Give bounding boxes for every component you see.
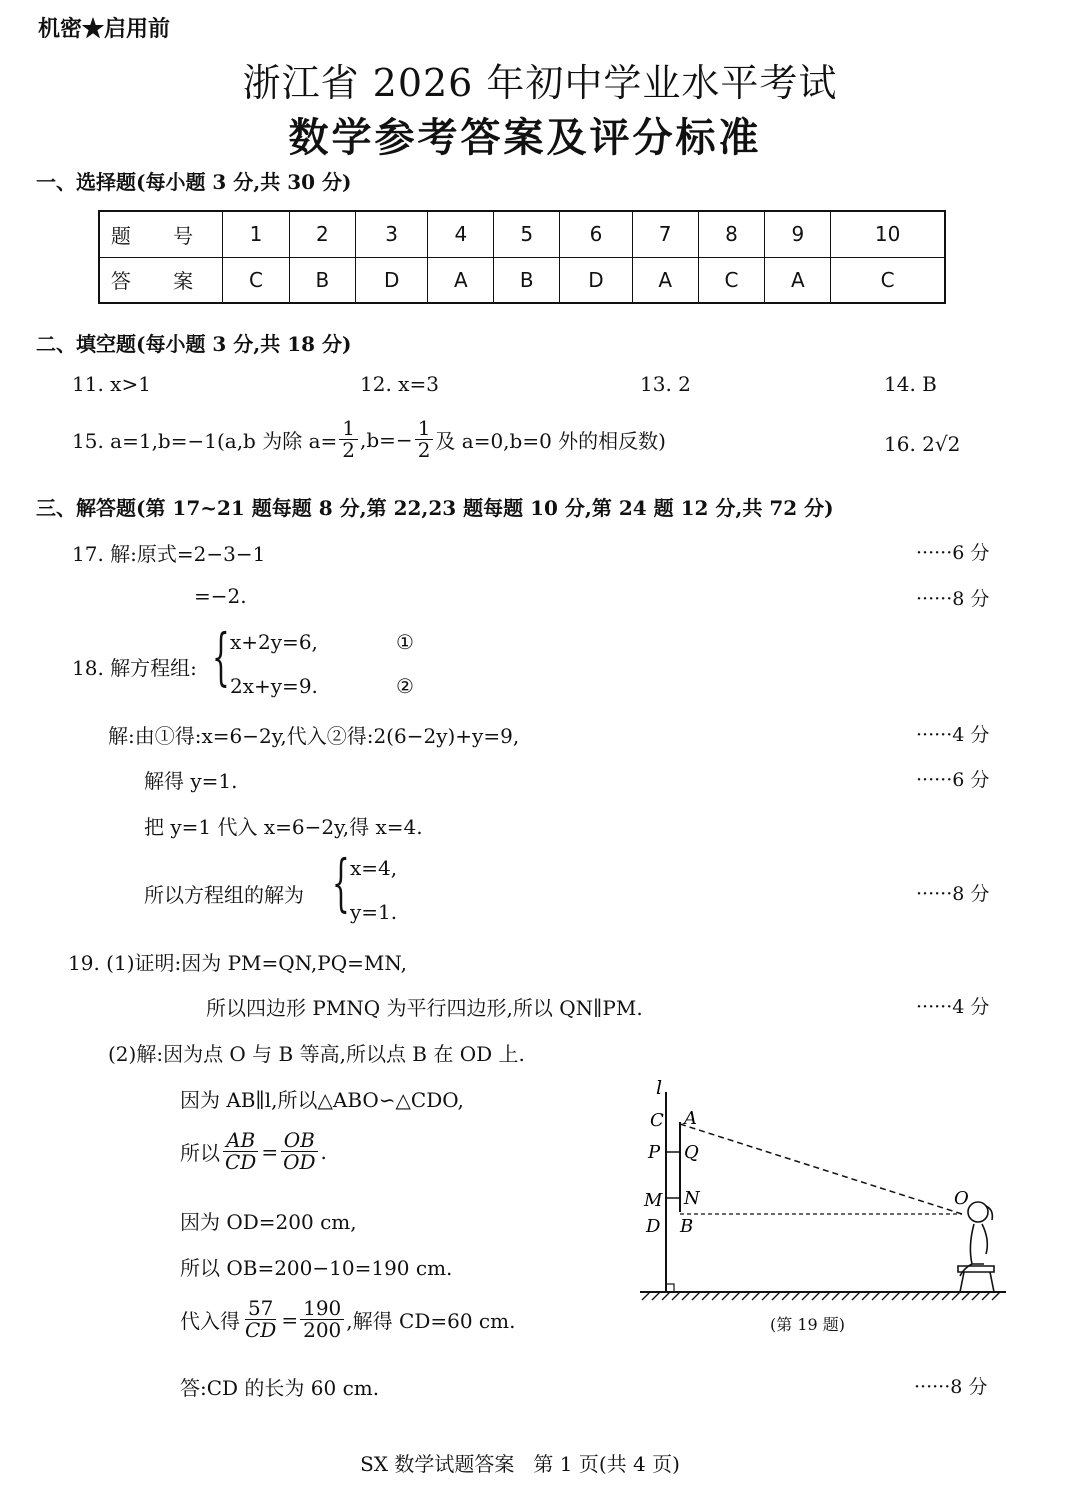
label-D: D [646, 1216, 661, 1237]
q19-line-3: (2)解:因为点 O 与 B 等高,所以点 B 在 OD 上. [108, 1042, 525, 1066]
q19-line-8-suffix: ,解得 CD=60 cm. [346, 1309, 516, 1333]
equals-sign: = [261, 1139, 279, 1164]
fraction-numerator: 57 [245, 1298, 276, 1320]
score-mark: ······4 分 [916, 996, 990, 1018]
answer-12: 12. x=3 [360, 372, 439, 396]
q19-line-1: 19. (1)证明:因为 PM=QN,PQ=MN, [68, 951, 407, 975]
circled-2: ② [396, 674, 414, 698]
table-cell: C [223, 257, 290, 303]
q19-line-6: 因为 OD=200 cm, [180, 1210, 357, 1234]
table-row-numbers [99, 211, 945, 257]
answer-15-part-c: 及 a=0,b=0 外的相反数) [435, 429, 666, 453]
fraction-190-200 [300, 1298, 344, 1341]
score-mark: ······4 分 [916, 724, 990, 746]
answer-15-part-a: 15. a=1,b=−1(a,b 为除 a= [72, 429, 338, 453]
q19-line-5-prefix: 所以 [180, 1141, 220, 1165]
fraction-half [339, 418, 358, 461]
table-cell: B [289, 257, 355, 303]
section-3-heading: 三、解答题(第 17~21 题每题 8 分,第 22,23 题每题 10 分,第 24 题 12 分,共 72 分) [36, 496, 834, 520]
table-cell: A [632, 257, 698, 303]
document-title: 数学参考答案及评分标准 [288, 114, 762, 161]
q19-line-4: 因为 AB∥l,所以△ABO∽△CDO, [180, 1088, 464, 1112]
score-mark: ······6 分 [916, 769, 990, 791]
fraction-numerator: 1 [339, 418, 358, 440]
q17-line-2: =−2. [194, 584, 247, 608]
table-cell: 7 [632, 211, 698, 257]
label-N: N [684, 1188, 700, 1209]
q19-line-5 [180, 1130, 327, 1173]
q19-line-8-prefix: 代入得 [180, 1309, 240, 1333]
answer-11: 11. x>1 [72, 372, 151, 396]
fraction-denominator: 200 [303, 1318, 342, 1342]
score-mark: ······6 分 [916, 542, 990, 564]
ground-hatching [642, 1292, 1000, 1300]
page-footer: SX 数学试题答案 第 1 页(共 4 页) [360, 1452, 680, 1476]
q18-label: 18. 解方程组: [72, 656, 197, 680]
q19-line-7: 所以 OB=200−10=190 cm. [180, 1256, 453, 1280]
answer-table [98, 210, 946, 304]
figure-caption: (第 19 题) [770, 1315, 846, 1334]
q19-line-2: 所以四边形 PMNQ 为平行四边形,所以 QN∥PM. [206, 996, 643, 1020]
score-mark: ······8 分 [916, 588, 990, 610]
table-cell: 2 [289, 211, 355, 257]
q18-step-1: 解:由①得:x=6−2y,代入②得:2(6−2y)+y=9, [108, 724, 520, 748]
fraction-numerator: OB [281, 1130, 318, 1152]
answer-15 [72, 418, 666, 461]
fraction-half [415, 418, 434, 461]
table-row-answers [99, 257, 945, 303]
score-mark: ······8 分 [916, 883, 990, 905]
period: . [320, 1139, 327, 1164]
fraction-ob-od [280, 1130, 318, 1173]
exam-title: 浙江省 2026 年初中学业水平考试 [242, 61, 838, 105]
q17-line-1: 17. 解:原式=2−3−1 [72, 542, 266, 566]
q18-step-4: 所以方程组的解为 [144, 883, 304, 907]
fraction-ab-cd [222, 1130, 259, 1173]
table-cell: 4 [428, 211, 494, 257]
fraction-denominator: 2 [342, 438, 355, 462]
answer-13: 13. 2 [640, 372, 691, 396]
q18-solution-y: y=1. [350, 900, 398, 924]
table-cell: 5 [494, 211, 560, 257]
label-M: M [644, 1190, 663, 1211]
q18-step-3: 把 y=1 代入 x=6−2y,得 x=4. [144, 815, 423, 839]
table-cell: B [494, 257, 560, 303]
q18-equation-2: 2x+y=9. [230, 674, 318, 698]
table-cell: A [428, 257, 494, 303]
q18-equation-1: x+2y=6, [230, 630, 318, 654]
fraction-numerator: AB [223, 1130, 258, 1152]
fraction-denominator: CD [245, 1318, 277, 1342]
q18-solution-x: x=4, [350, 856, 398, 880]
fraction-numerator: 1 [415, 418, 434, 440]
table-cell: 3 [355, 211, 428, 257]
row-label-number: 题 号 [99, 211, 223, 257]
row-label-answer: 答 案 [99, 257, 223, 303]
answer-14: 14. B [884, 372, 937, 396]
section-1-heading: 一、选择题(每小题 3 分,共 30 分) [36, 170, 352, 194]
score-mark: ······8 分 [914, 1376, 988, 1398]
brace-symbol: { [332, 846, 350, 919]
q18-step-2: 解得 y=1. [144, 769, 238, 793]
q19-answer: 答:CD 的长为 60 cm. [180, 1376, 380, 1400]
q19-line-8 [180, 1298, 515, 1341]
equals-sign: = [281, 1307, 299, 1332]
fraction-denominator: CD [225, 1150, 257, 1174]
seated-person-icon [958, 1202, 994, 1292]
label-C: C [650, 1110, 664, 1131]
table-cell: 1 [223, 211, 290, 257]
label-O: O [954, 1188, 969, 1209]
secret-label: 机密★启用前 [38, 16, 171, 42]
fraction-57-cd [242, 1298, 279, 1341]
table-cell: 6 [560, 211, 633, 257]
label-P: P [648, 1142, 661, 1163]
table-cell: 10 [831, 211, 945, 257]
label-Q: Q [684, 1142, 699, 1163]
label-A: A [684, 1108, 697, 1129]
answer-16: 16. 2√2 [884, 432, 961, 456]
table-cell: 8 [698, 211, 765, 257]
fraction-denominator: OD [283, 1150, 316, 1174]
label-B: B [680, 1216, 694, 1237]
table-cell: D [560, 257, 633, 303]
label-l: l [656, 1078, 663, 1099]
fraction-denominator: 2 [417, 438, 431, 462]
fraction-numerator: 190 [300, 1298, 344, 1320]
answer-15-part-b: ,b=− [360, 427, 413, 452]
table-cell: 9 [765, 211, 831, 257]
circled-1: ① [396, 630, 414, 654]
table-cell: C [831, 257, 945, 303]
brace-symbol: { [212, 620, 230, 693]
q19-figure [632, 1078, 1012, 1310]
table-cell: A [765, 257, 831, 303]
section-2-heading: 二、填空题(每小题 3 分,共 18 分) [36, 332, 352, 356]
table-cell: D [355, 257, 428, 303]
table-cell: C [698, 257, 765, 303]
